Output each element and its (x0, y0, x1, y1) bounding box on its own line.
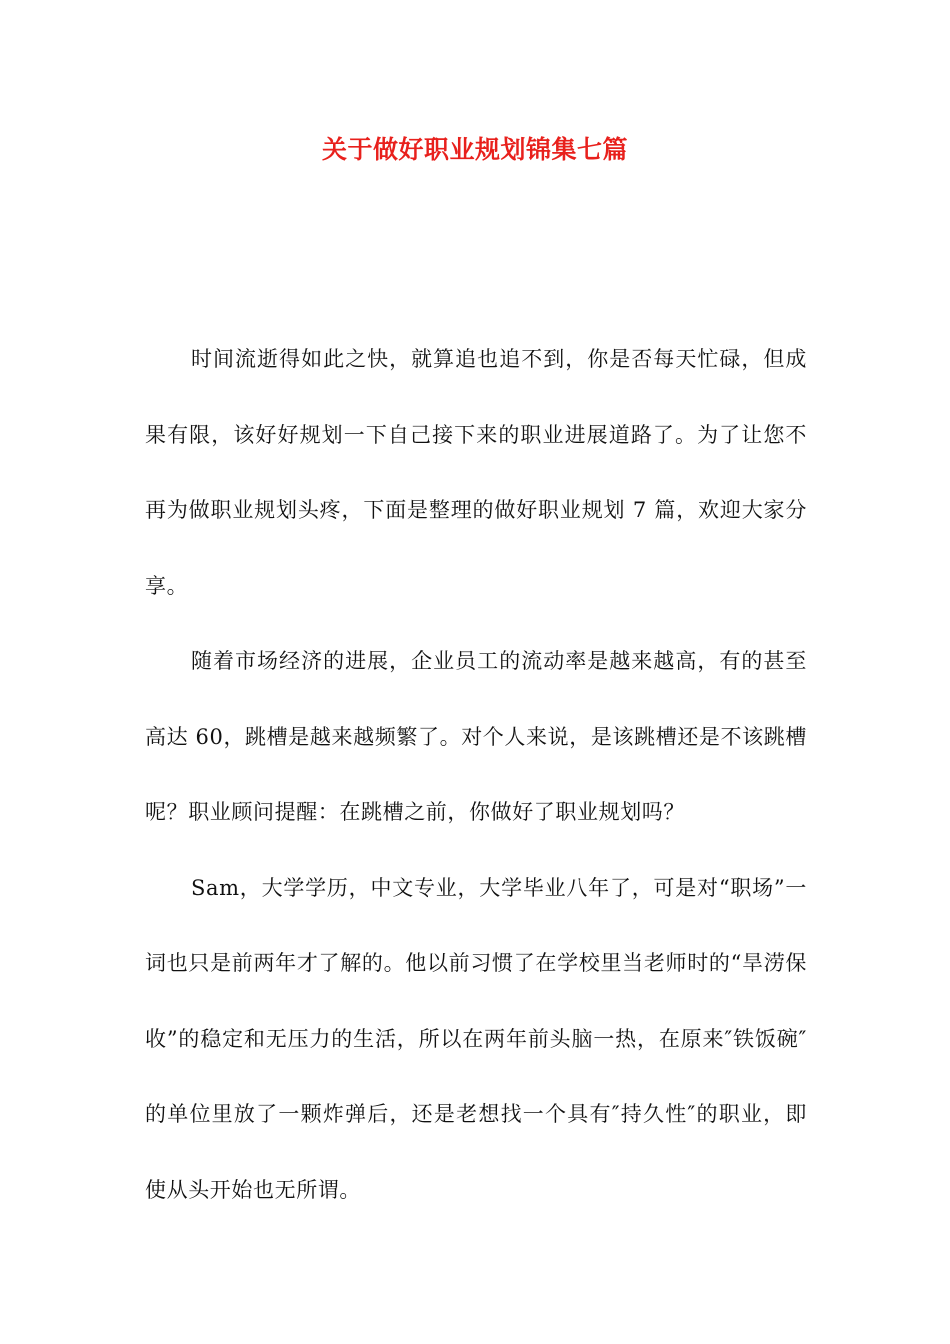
document-body (145, 322, 807, 1228)
paragraph-intro: 时间流逝得如此之快，就算追也追不到，你是否每天忙碌，但成果有限，该好好规划一下自己接下来的职业进展道路了。为了让您不再为做职业规划头疼，下面是整理的做好职业规划 7 篇，欢迎大家分享。 (145, 347, 807, 598)
paragraph-job-hopping: 随着市场经济的进展，企业员工的流动率是越来越高，有的甚至高达 60，跳槽是越来越频繁了。对个人来说，是该跳槽还是不该跳槽呢？职业顾问提醒：在跳槽之前，你做好了职业规划吗？ (145, 649, 807, 824)
document-title: 关于做好职业规划锦集七篇 (321, 135, 628, 164)
paragraph-sam-case: Sam，大学学历，中文专业，大学毕业八年了，可是对“职场”一词也只是前两年才了解的。他以前习惯了在学校里当老师时的“旱涝保收”的稳定和无压力的生活，所以在两年前头脑一热，在原来″铁饭碗″的单位里放了一颗炸弹后，还是老想找一个具有″持久性″的职业，即使从头开始也无所谓。 (145, 875, 807, 1202)
